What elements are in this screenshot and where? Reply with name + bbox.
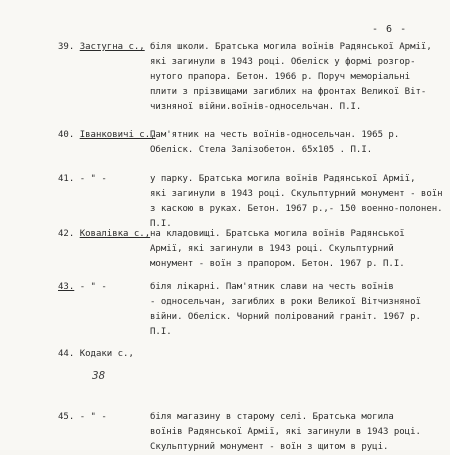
entry-line: П.І. xyxy=(150,219,172,229)
entry-line: на кладовищі. Братська могила воїнів Радянської xyxy=(150,229,405,239)
entry-line: Обеліск. Стела Залізобетон. 65х105 . П.І. xyxy=(150,145,373,155)
entry-number: 40. xyxy=(58,130,75,140)
entry-line: чизняної війни.воїнів-односельчан. П.І. xyxy=(150,102,362,112)
entry-number: 43. xyxy=(58,282,75,292)
entry-text xyxy=(150,40,450,115)
entry-line: з каскою в руках. Бетон. 1967 р.,- 150 военно-полонен. xyxy=(150,204,443,214)
entry-line: монумент - воїн з прапором. Бетон. 1967 р. П.І. xyxy=(150,259,405,269)
entry-place-name: - " - xyxy=(79,412,107,422)
entry-place xyxy=(58,280,148,295)
entry-place xyxy=(58,227,151,242)
entry-number: 45. xyxy=(58,412,75,422)
entry-text xyxy=(150,410,450,455)
handwritten-mark: 38 xyxy=(92,369,106,382)
entry-text xyxy=(150,227,450,272)
entry-place-name: Іванковичі с., xyxy=(79,130,156,140)
entry-place-name: - " - xyxy=(79,282,107,292)
entry-place xyxy=(58,347,148,362)
entry-number: 42. xyxy=(58,229,75,239)
entry-place-name: - " - xyxy=(79,174,107,184)
entry-line: які загинули в 1943 році. Скульптурний монумент - воїн xyxy=(150,189,443,199)
entry-line: війни. Обеліск. Чорний полірований граніт. 1967 р. xyxy=(150,312,421,322)
entry-place xyxy=(58,172,148,187)
page-number: - 6 - xyxy=(372,24,408,35)
entry-place-name: Застугна с., xyxy=(79,42,145,52)
entry-text xyxy=(150,172,450,232)
entry-line: П.І. xyxy=(150,327,172,337)
entry-number: 39. xyxy=(58,42,75,52)
entry-place xyxy=(58,128,156,143)
entry-line: воїнів Радянської Армії, які загинули в 1943 році. xyxy=(150,427,421,437)
entry-place xyxy=(58,410,148,425)
entry-line: які загинули в 1943 році. Обеліск у формі розгор- xyxy=(150,57,416,67)
entry-line: біля магазину в старому селі. Братська могила xyxy=(150,412,394,422)
entry-line: Скульптурний монумент - воїн з щитом в руці. xyxy=(150,442,389,452)
entry-number: 41. xyxy=(58,174,75,184)
entry-place xyxy=(58,40,148,55)
entry-line: біля школи. Братська могила воїнів Радянської Армії, xyxy=(150,42,432,52)
entry-line: нутого прапора. Бетон. 1966 р. Поруч меморіальні xyxy=(150,72,411,82)
entry-place-name: Кодаки с., xyxy=(79,349,134,359)
entry-text xyxy=(150,128,450,158)
entry-line: - односельчан, загиблих в роки Великої Вітчизняної xyxy=(150,297,421,307)
entry-text xyxy=(150,280,450,340)
entry-number: 44. xyxy=(58,349,75,359)
entry-line: біля лікарні. Пам'ятник слави на честь воїнів xyxy=(150,282,394,292)
entry-line: Пам'ятник на честь воїнів-односельчан. 1965 р. xyxy=(150,130,400,140)
entry-line: плити з прізвищами загиблих на фронтах Великої Віт- xyxy=(150,87,427,97)
entry-line: у парку. Братська могила воїнів Радянської Армії, xyxy=(150,174,416,184)
entry-line: Армії, які загинули в 1943 році. Скульптурний xyxy=(150,244,394,254)
entry-place-name: Ковалівка с., xyxy=(79,229,151,239)
